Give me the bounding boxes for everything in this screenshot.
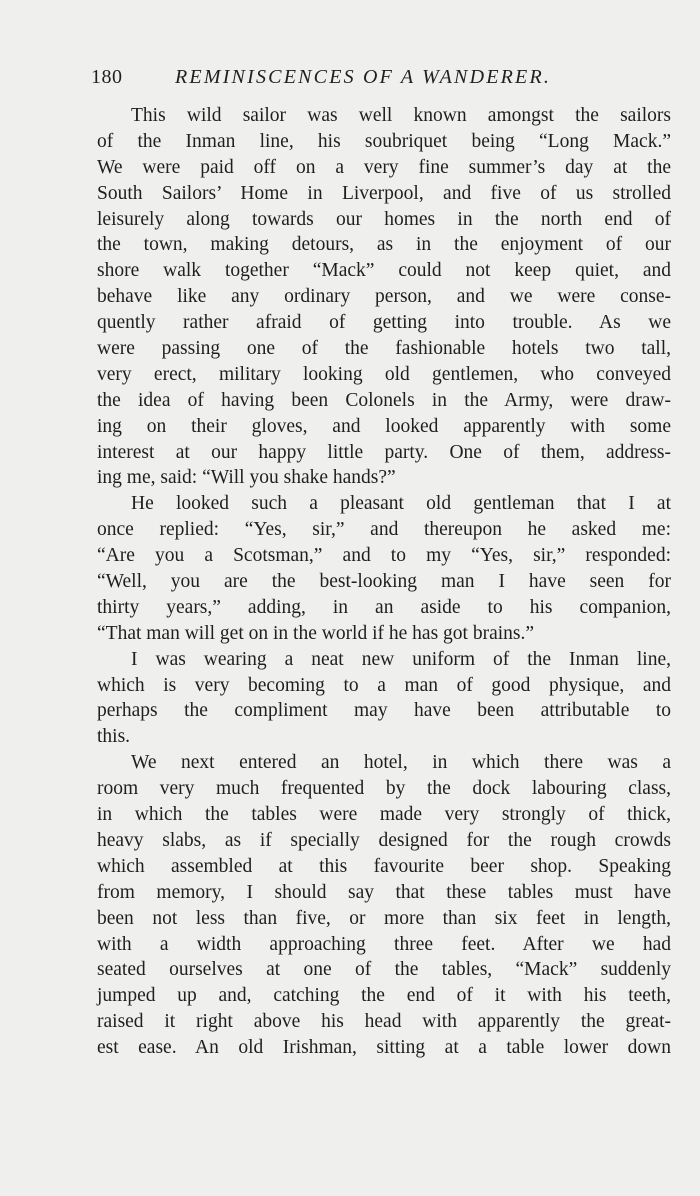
paragraph-3 (97, 647, 671, 751)
text-line: which is very becoming to a man of good physique, and (97, 674, 671, 696)
text-line: in which the tables were made very strongly of thick, (97, 804, 671, 826)
text-line: “That man will get on in the world if he has got brains.” (97, 622, 535, 644)
text-line: jumped up and, catching the end of it with his teeth, (97, 985, 671, 1007)
text-line: South Sailors’ Home in Liverpool, and five of us strolled (97, 182, 671, 204)
paragraph-4 (97, 750, 671, 1061)
text-line: heavy slabs, as if specially designed for the rough crowds (97, 829, 671, 851)
text-line: of the Inman line, his soubriquet being “Long Mack.” (97, 130, 671, 152)
text-line: We next entered an hotel, in which there was a (131, 752, 671, 774)
text-line: once replied: “Yes, sir,” and thereupon he asked me: (97, 519, 671, 541)
text-line: were passing one of the fashionable hotels two tall, (97, 338, 671, 360)
text-line: shore walk together “Mack” could not keep quiet, and (97, 260, 671, 282)
text-line: ing on their gloves, and looked apparently with some (97, 415, 671, 437)
text-line: He looked such a pleasant old gentleman that I at (131, 493, 671, 515)
text-line: from memory, I should say that these tables must have (97, 881, 671, 903)
text-line: leisurely along towards our homes in the north end of (97, 208, 671, 230)
paragraph-2 (97, 491, 671, 646)
text-line: behave like any ordinary person, and we were conse- (97, 286, 671, 308)
text-line: very erect, military looking old gentlemen, who conveyed (97, 363, 671, 385)
page-number: 180 (91, 66, 123, 88)
text-line: perhaps the compliment may have been attributable to (97, 700, 671, 722)
text-line: the town, making detours, as in the enjoyment of our (97, 234, 671, 256)
text-line: raised it right above his head with apparently the great- (97, 1011, 671, 1033)
text-line: This wild sailor was well known amongst the sailors (131, 105, 671, 126)
text-line: the idea of having been Colonels in the Army, were draw- (97, 389, 671, 411)
running-title: REMINISCENCES OF A WANDERER. (175, 66, 552, 88)
text-line: We were paid off on a very fine summer’s day at the (97, 156, 671, 178)
text-line: interest at our happy little party. One of them, address- (97, 441, 671, 463)
text-line: been not less than five, or more than six feet in length, (97, 907, 671, 929)
text-line: “Well, you are the best-looking man I have seen for (97, 571, 671, 593)
text-line: room very much frequented by the dock labouring class, (97, 778, 671, 800)
body-text (97, 103, 671, 1061)
running-head (91, 64, 597, 90)
text-line: with a width approaching three feet. After we had (97, 933, 671, 955)
text-line: which assembled at this favourite beer shop. Speaking (97, 855, 671, 877)
text-line: seated ourselves at one of the tables, “Mack” suddenly (97, 959, 671, 981)
text-line: “Are you a Scotsman,” and to my “Yes, sir,” responded: (97, 545, 671, 567)
text-line: est ease. An old Irishman, sitting at a table lower down (97, 1037, 671, 1059)
text-line: quently rather afraid of getting into trouble. As we (97, 312, 671, 334)
text-line: I was wearing a neat new uniform of the Inman line, (131, 648, 671, 670)
text-line: this. (97, 726, 131, 748)
text-line: ing me, said: “Will you shake hands?” (97, 467, 396, 489)
text-line: thirty years,” adding, in an aside to his companion, (97, 596, 671, 618)
paragraph-1 (97, 103, 671, 491)
